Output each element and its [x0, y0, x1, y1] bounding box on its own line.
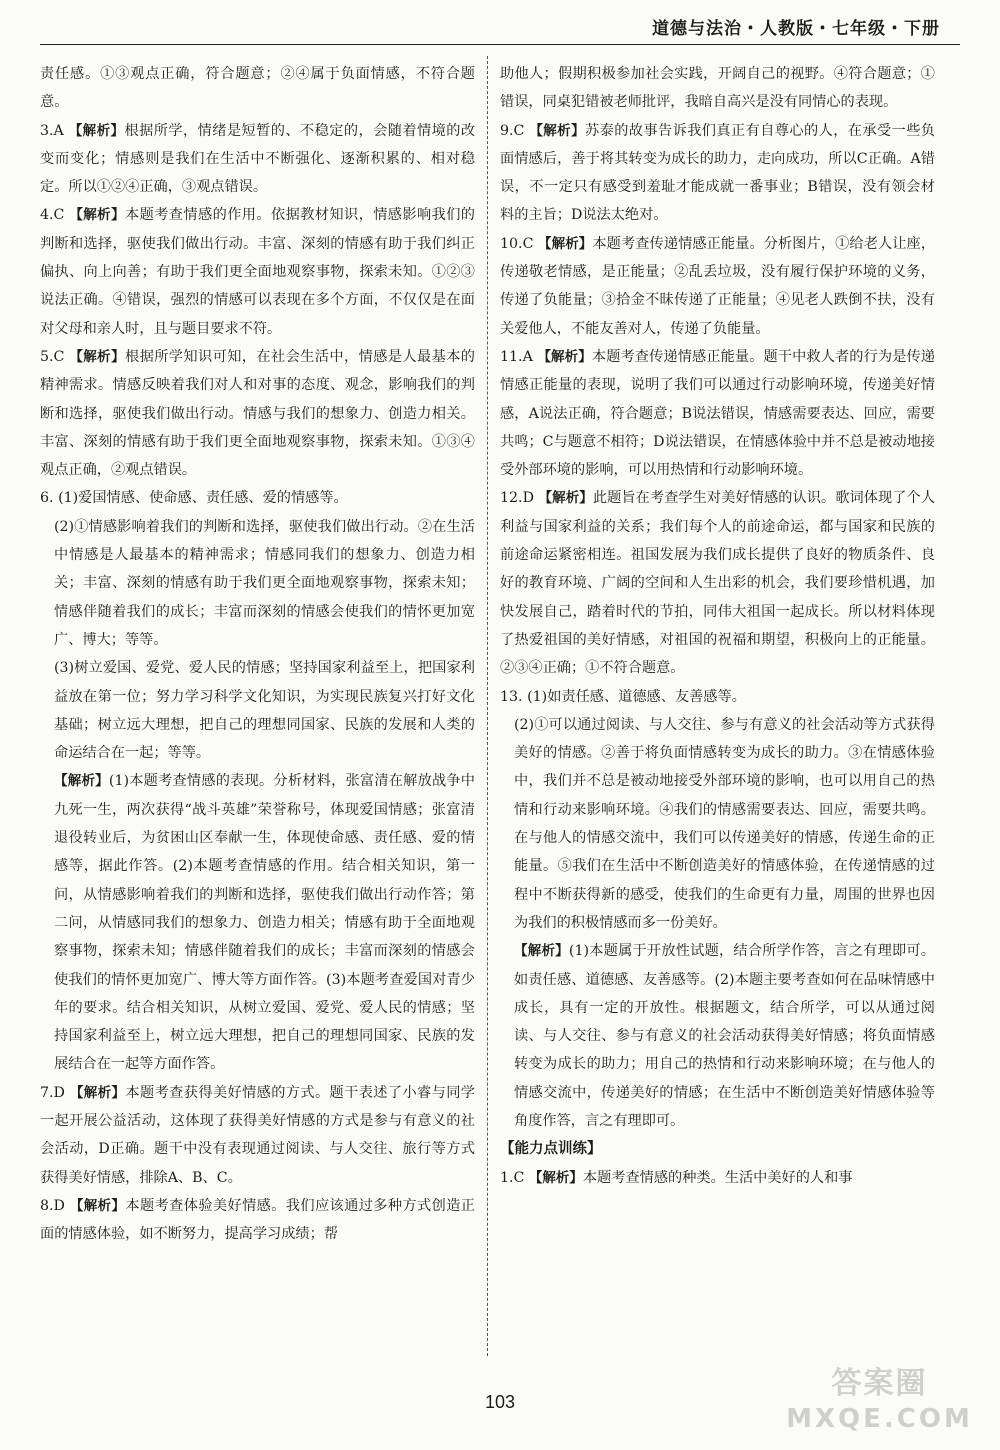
answer-item — [500, 343, 935, 484]
answer-item — [500, 230, 935, 343]
answer-text: (3)树立爱国、爱党、爱人民的情感；坚持国家利益至上，把国家利益放在第一位；努力学习科学文化知识，为实现民族复兴打好文化基础；树立远大理想，把自己的理想同国家、民族的发展和人类的命运结合在一起；等等。 — [54, 660, 475, 762]
answer-number: 4.C — [40, 207, 65, 224]
answer-item — [500, 117, 935, 230]
answer-number: 10.C — [500, 235, 534, 252]
answer-item — [40, 654, 475, 767]
answer-number: 7.D — [40, 1084, 65, 1101]
answer-text: 苏泰的故事告诉我们真正有自尊心的人，在承受一些负面情感后，善于将其转变为成长的助力，走向成功，所以C正确。A错误，不一定只有感受到羞耻才能成就一番事业；B错误，没有领会材料的主旨；D说法太绝对。 — [500, 122, 935, 224]
answer-text: (2)①可以通过阅读、与人交往、参与有意义的社会活动等方式获得美好的情感。②善于将负面情感转变为成长的助力。③在情感体验中，我们并不总是被动地接受外部环境的影响，也可以用自己的热情和行动来影响环境。④我们的情感需要表达、回应，需要共鸣。在与他人的情感交流中，我们可以传递美好的情感，传递生命的正能量。⑤我们在生活中不断创造美好的情感体验，在传递情感的过程中不断获得新的感受，使我们的生命更有力量，周围的世界也因为我们的积极情感而多一份美好。 — [514, 716, 935, 931]
answer-number: 8.D — [40, 1197, 65, 1214]
answer-text: 助他人；假期积极参加社会实践，开阔自己的视野。④符合题意；①错误，同桌犯错被老师批评，我暗自高兴是没有同情心的表现。 — [500, 66, 935, 111]
answer-item — [500, 683, 935, 711]
watermark-logo — [777, 1366, 982, 1446]
answer-item — [40, 1192, 475, 1249]
answer-text: 根据所学知识可知，在社会生活中，情感是人最基本的精神需求。情感反映着我们对人和对事的态度、观念，影响我们的判断和选择，驱使我们做出行动。情感与我们的想象力、创造力相关。丰富、深刻的情感有助于我们更全面地观察事物，探索未知。①③④观点正确，②观点错误。 — [40, 348, 475, 479]
answer-text: 【能力点训练】 — [500, 1141, 602, 1158]
answer-text: (1)如责任感、道德感、友善感等。 — [527, 688, 746, 705]
page-header-title: 道德与法治・人教版・七年级・下册 — [652, 19, 940, 39]
analysis-tag: 【解析】 — [69, 207, 125, 224]
answer-item — [500, 60, 935, 117]
analysis-tag: 【解析】 — [537, 348, 592, 365]
answer-text: 此题旨在考查学生对美好情感的认识。歌词体现了个人利益与国家利益的关系；我们每个人的前途命运，都与国家和民族的前途命运紧密相连。祖国发展为我们成长提供了良好的物质条件、良好的教育环境、广阔的空间和人生出彩的机会，我们要珍惜机遇，加快发展自己，踏着时代的节拍，同伟大祖国一起成长。所以材料体现了热爱祖国的美好情感，对祖国的祝福和期望，积极向上的正能量。②③④正确；①不符合题意。 — [500, 490, 936, 677]
answer-number: 6. — [40, 490, 54, 507]
answer-text: 根据所学，情绪是短暂的、不稳定的，会随着情境的改变而变化；情感则是我们在生活中不断强化、逐渐积累的、相对稳定。所以①②④正确，③观点错误。 — [40, 122, 476, 196]
answer-item — [500, 937, 935, 1135]
answer-text: 本题考查情感的作用。依据教材知识，情感影响我们的判断和选择，驱使我们做出行动。丰富、深刻的情感有助于我们纠正偏执、向上向善；有助于我们更全面地观察事物，探索未知。①②③说法正确。④错误，强烈的情感可以表现在多个方面，不仅仅是在面对父母和亲人时，且与题目要求不符。 — [40, 207, 475, 337]
answer-item — [40, 767, 475, 1078]
page-number: 103 — [484, 1392, 516, 1412]
answer-number: 3.A — [40, 122, 64, 139]
left-column — [40, 60, 475, 1248]
answer-item — [500, 1164, 935, 1192]
answer-item — [40, 484, 475, 512]
analysis-tag: 【解析】 — [538, 235, 593, 252]
answer-item — [500, 484, 935, 682]
answer-item — [40, 201, 475, 342]
answer-text: 本题考查体验美好情感。我们应该通过多种方式创造正面的情感体验，如不断努力，提高学习成绩；帮 — [40, 1197, 475, 1243]
answer-text: 本题考查传递情感正能量。分析图片，①给老人让座，传递敬老情感，是正能量；②乱丢垃圾，没有履行保护环境的义务，传递了负能量；③拾金不昧传递了正能量；④见老人跌倒不扶，没有关爱他人，不能友善对人，传递了负能量。 — [500, 235, 936, 337]
analysis-tag: 【解析】 — [54, 773, 109, 790]
section-heading — [500, 1135, 935, 1163]
answer-text: 本题考查情感的种类。生活中美好的人和事 — [582, 1169, 853, 1186]
answer-text: 责任感。①③观点正确，符合题意；②④属于负面情感，不符合题意。 — [40, 66, 475, 111]
answer-number: 13. — [500, 688, 523, 705]
analysis-tag: 【解析】 — [68, 122, 125, 139]
answer-number: 5.C — [40, 348, 65, 365]
analysis-tag: 【解析】 — [529, 122, 585, 139]
analysis-tag: 【解析】 — [528, 1169, 583, 1186]
answer-text: (2)①情感影响着我们的判断和选择，驱使我们做出行动。②在生活中情感是人最基本的精神需求；情感同我们的想象力、创造力相关；丰富、深刻的情感有助于我们更全面地观察事物，探索未知；情感伴随着我们的成长；丰富而深刻的情感会使我们的情怀更加宽广、博大；等等。 — [54, 518, 475, 648]
answer-item — [40, 60, 475, 117]
answer-text: (1)爱国情感、使命感、责任感、爱的情感等。 — [58, 490, 348, 507]
answer-item — [500, 711, 935, 937]
analysis-tag: 【解析】 — [69, 1084, 126, 1101]
watermark-top: 答案圈 — [831, 1366, 928, 1401]
right-column — [500, 60, 935, 1192]
analysis-tag: 【解析】 — [514, 943, 569, 960]
answer-text: 本题考查获得美好情感的方式。题干表述了小睿与同学一起开展公益活动，这体现了获得美好情感的方式是参与有意义的社会活动，D正确。题干中没有表现通过阅读、与人交往、旅行等方式获得美好情感，排除A、B、C。 — [40, 1084, 475, 1186]
answer-text: 本题考查传递情感正能量。题干中救人者的行为是传递情感正能量的表现，说明了我们可以通过行动影响环境，传递美好情感，A说法正确，符合题意；B说法错误，情感需要表达、回应，需要共鸣；C与题意不相符；D说法错误，在情感体验中并不总是被动地接受外部环境的影响，可以用热情和行动影响环境。 — [500, 348, 935, 479]
answer-number: 9.C — [500, 122, 525, 139]
analysis-tag: 【解析】 — [69, 1197, 126, 1214]
header-rule — [40, 44, 960, 45]
analysis-tag: 【解析】 — [538, 490, 593, 507]
answer-number: 1.C — [500, 1169, 525, 1186]
answer-item — [40, 343, 475, 484]
answer-item — [40, 1079, 475, 1192]
answer-item — [40, 513, 475, 654]
answer-text: (1)本题考查情感的表现。分析材料，张富清在解放战争中九死一生，两次获得“战斗英雄”荣誉称号，体现爱国情感；张富清退役转业后，为贫困山区奉献一生，体现使命感、责任感、爱的情感等，据此作答。(2)本题考查情感的作用。结合相关知识，第一问，从情感影响着我们的判断和选择，驱使我们做出行动作答；第二问，从情感同我们的想象力、创造力相关；情感有助于全面地观察事物，探索未知；情感伴随着我们的成长；丰富而深刻的情感会使我们的情怀更加宽广、博大等方面作答。(3)本题考查爱国对青少年的要求。结合相关知识，从树立爱国、爱党、爱人民的情感；坚持国家利益至上，树立远大理想，把自己的理想同国家、民族的发展结合在一起等方面作答。 — [54, 773, 475, 1073]
watermark-bottom: MXQE.COM — [786, 1404, 973, 1434]
answer-text: (1)本题属于开放性试题，结合所学作答，言之有理即可。如责任感、道德感、友善感等。(2)本题主要考查如何在品味情感中成长，具有一定的开放性。根据题文，结合所学，可以从通过阅读、与人交往、参与有意义的社会活动获得美好情感；将负面情感转变为成长的助力；用自己的热情和行动来影响环境；在与他人的情感交流中，传递美好的情感；在生活中不断创造美好情感体验等角度作答，言之有理即可。 — [514, 943, 935, 1129]
answer-number: 11.A — [500, 348, 533, 365]
column-divider — [487, 56, 488, 1356]
answer-number: 12.D — [500, 490, 534, 507]
answer-item — [40, 117, 475, 202]
analysis-tag: 【解析】 — [69, 348, 125, 365]
